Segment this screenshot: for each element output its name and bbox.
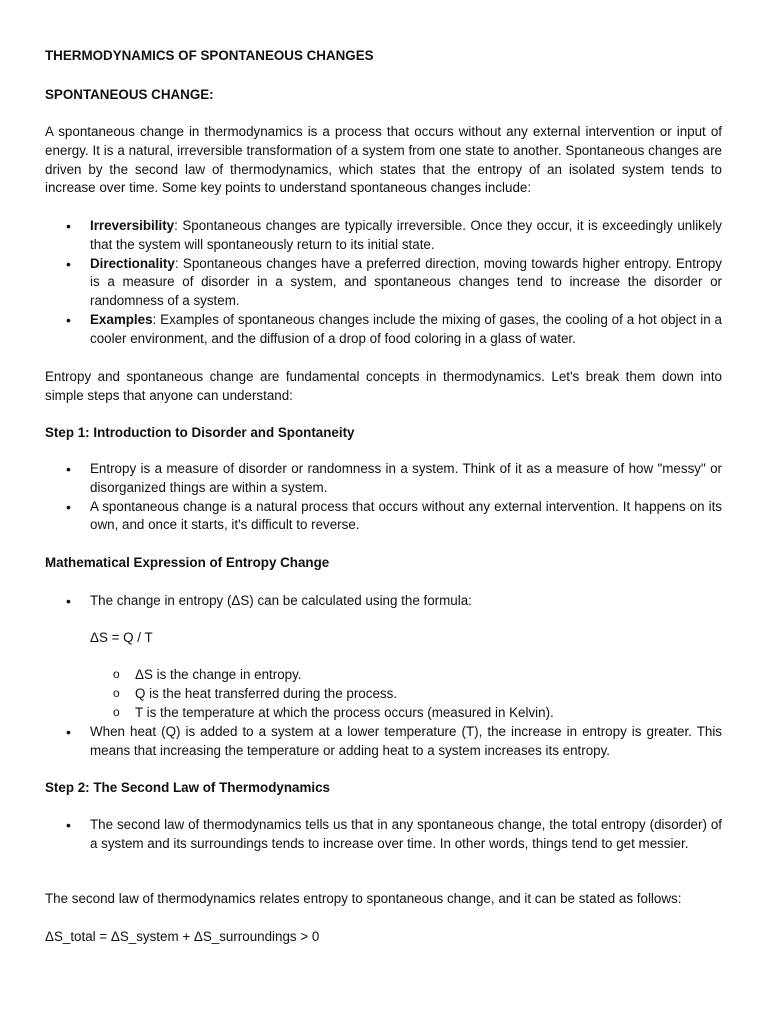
list-item <box>45 255 722 311</box>
list-item: • A spontaneous change is a natural process that occurs without any external intervention. It happens on its own, and once it starts, it's difficult to reverse. <box>45 498 722 536</box>
point-text: : Spontaneous changes are typically irreversible. Once they occur, it is exceedingly unlikely that the system will spontaneously return to its initial state. <box>90 218 722 252</box>
formula-variables-list <box>45 666 722 722</box>
math-heading: Mathematical Expression of Entropy Change <box>45 555 330 570</box>
point-text: : Examples of spontaneous changes include the mixing of gases, the cooling of a hot object in a cooler environment, and the diffusion of a drop of food coloring in a glass of water. <box>90 311 722 346</box>
second-law-equation: ΔS_total = ΔS_system + ΔS_surroundings > 0 <box>45 929 320 944</box>
math-list <box>45 592 722 611</box>
list-item <box>45 217 722 255</box>
point-label: Irreversibility <box>90 218 175 233</box>
section-heading-spontaneous-change: SPONTANEOUS CHANGE: <box>45 87 214 102</box>
list-item <box>45 311 722 349</box>
list-item: o T is the temperature at which the process occurs (measured in Kelvin). <box>45 704 722 723</box>
list-item: • The change in entropy (ΔS) can be calculated using the formula: <box>45 592 722 611</box>
list-item: • The second law of thermodynamics tells us that in any spontaneous change, the total entropy (disorder) of a system and its surroundings tends to increase over time. In other words, things tend to get messier. <box>45 816 722 854</box>
math-list-continued <box>45 723 722 761</box>
second-law-statement: The second law of thermodynamics relates entropy to spontaneous change, and it can be stated as follows: <box>45 891 682 906</box>
point-label: Examples <box>90 311 153 327</box>
point-label: Directionality <box>90 255 175 271</box>
bridge-paragraph: Entropy and spontaneous change are fundamental concepts in thermodynamics. Let's break them down into simple steps that anyone can understand: <box>45 369 722 403</box>
point-text: : Spontaneous changes have a preferred direction, moving towards higher entropy. Entropy is a measure of disorder in a system, and spontaneous changes tend to increase the disorder or randomness of a system. <box>90 255 722 309</box>
step1-list <box>45 460 722 535</box>
step2-list <box>45 816 722 854</box>
step2-heading: Step 2: The Second Law of Thermodynamics <box>45 780 330 795</box>
list-item: • Entropy is a measure of disorder or randomness in a system. Think of it as a measure of how "messy" or disorganized things are within a system. <box>45 460 722 498</box>
list-item: o Q is the heat transferred during the process. <box>45 685 722 704</box>
step1-heading: Step 1: Introduction to Disorder and Spontaneity <box>45 425 355 440</box>
document-title: THERMODYNAMICS OF SPONTANEOUS CHANGES <box>45 48 374 63</box>
entropy-formula: ΔS = Q / T <box>90 630 153 645</box>
list-item: • When heat (Q) is added to a system at a lower temperature (T), the increase in entropy is greater. This means that increasing the temperature or adding heat to a system increases its entropy. <box>45 723 722 761</box>
list-item: o ΔS is the change in entropy. <box>45 666 722 685</box>
intro-paragraph: A spontaneous change in thermodynamics is a process that occurs without any external intervention or input of energy. It is a natural, irreversible transformation of a system from one state to another. Spontaneous changes are driven by the second law of thermodynamics, which states that the entropy of an isolated system tends to increase over time. Some key points to understand spontaneous changes include: <box>45 124 722 196</box>
key-points-list <box>45 217 722 349</box>
